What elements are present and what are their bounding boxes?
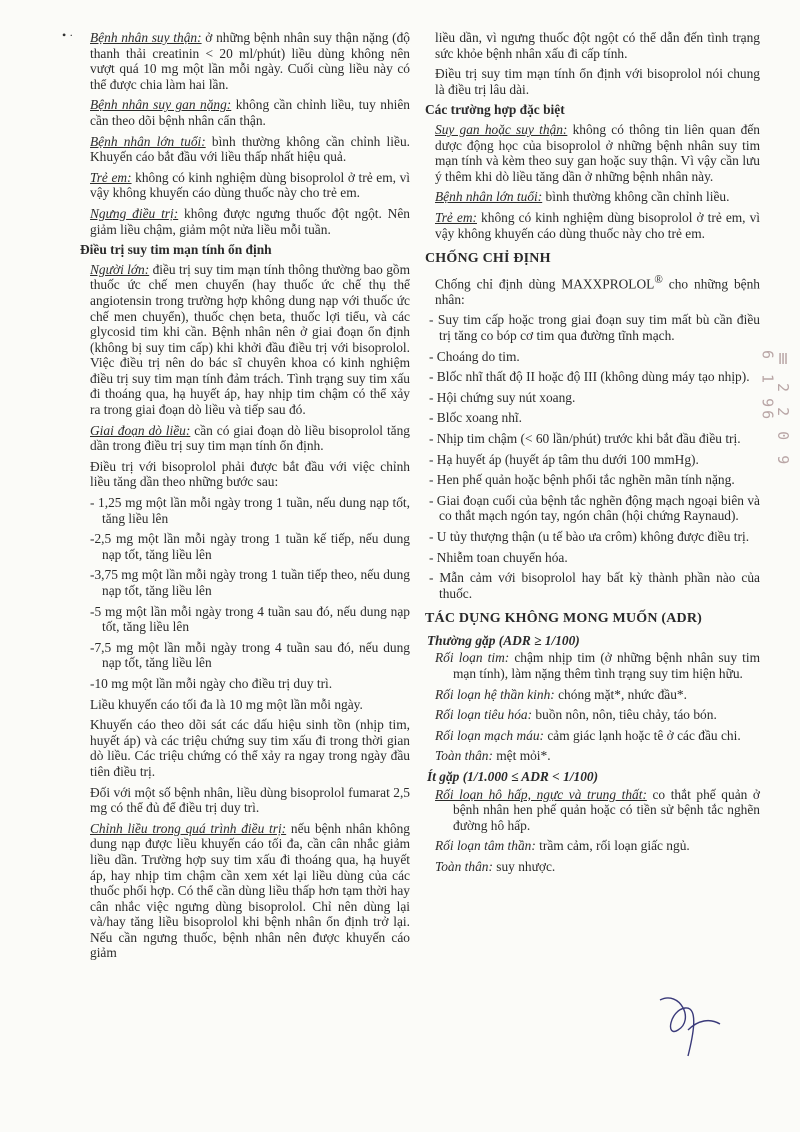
continuation-paragraph: liều dần, vì ngưng thuốc đột ngột có thể dẫn đến tình trạng sức khỏe bệnh nhân xấu đi cấp tính. bbox=[435, 30, 760, 61]
list-item: Rối loạn tim: chậm nhịp tim (ở những bệnh nhân suy tim mạn tính), làm nặng thêm tình trạng suy tim hiện hữu. bbox=[435, 650, 760, 682]
special-cases-heading: Các trường hợp đặc biệt bbox=[425, 102, 565, 118]
margin-stamp: Ⅲ 2 2 0 9 6 1 96 bbox=[758, 350, 792, 468]
long-term-paragraph: Điều trị suy tim mạn tính ổn định với bisoprolol nói chung là điều trị lâu dài. bbox=[435, 66, 760, 97]
max-dose-paragraph: Liều khuyến cáo tối đa là 10 mg một lần mỗi ngày. bbox=[90, 696, 363, 712]
handwritten-signature bbox=[640, 990, 730, 1060]
contraindications-intro: Chống chỉ định dùng MAXXPROLOL® cho những bệnh nhân: bbox=[435, 273, 760, 307]
list-item: - Mẫn cảm với bisoprolol hay bất kỳ thành phần nào của thuốc. bbox=[429, 570, 760, 601]
titration-steps bbox=[80, 495, 410, 692]
list-item: -10 mg một lần mỗi ngày cho điều trị duy trì. bbox=[90, 675, 333, 691]
list-item: -7,5 mg một lần mỗi ngày trong 4 tuần sau đó, nếu dung nạp tốt, tăng liều lên bbox=[90, 639, 410, 671]
special-children: Trẻ em: không có kinh nghiệm dùng bisoprolol ở trẻ em, vì vậy không khuyến cáo dùng thuốc này cho trẻ em. bbox=[435, 209, 760, 241]
renal-paragraph: Bệnh nhân suy thận: ở những bệnh nhân suy thận nặng (độ thanh thải creatinin < 20 ml/phút) liều dùng không nên vượt quá 10 mg một lần mỗi ngày. Cuối cùng liều này có thể được chia làm hai lần. bbox=[90, 30, 411, 92]
hepatic-paragraph: Bệnh nhân suy gan nặng: không cần chỉnh liều, tuy nhiên cần theo dõi bệnh nhân cẩn thận. bbox=[90, 97, 410, 128]
list-item: Toàn thân: mệt mỏi*. bbox=[435, 748, 551, 764]
heart-failure-heading: Điều trị suy tim mạn tính ổn định bbox=[80, 242, 272, 258]
left-column bbox=[80, 30, 410, 966]
list-item: - Blốc nhĩ thất độ II hoặc độ III (không dùng máy tạo nhịp). bbox=[429, 369, 750, 385]
contraindications-list bbox=[425, 312, 760, 601]
maintenance-paragraph: Đối với một số bệnh nhân, liều dùng bisoprolol fumarat 2,5 mg có thể đủ để điều trị duy trì. bbox=[90, 784, 410, 816]
adult-paragraph: Người lớn: điều trị suy tim mạn tính thông thường bao gồm thuốc ức chế men chuyển (hay thuốc ức chế thụ thể angiotensin trong trường hợp không dung nạp với thuốc ức chế men chuyển), thuốc chẹn beta, thuốc lợi tiểu, và các glycosid tim khi cần. Bệnh nhân nên ở giai đoạn ổn định (không bị suy tim cấp) khi khởi đầu điều trị với bisoprolol. Việc điều trị nên do bác sĩ chuyên khoa có kinh nghiệm điều trị suy tim mạn tính đảm trách. Tình trạng suy tim xấu đi thoáng qua, hạ huyết áp, hay nhịp tim chậm có thể xảy ra trong giai đoạn dò liều và tiếp sau đó. bbox=[90, 261, 411, 418]
list-item: Rối loạn hệ thần kinh: chóng mặt*, nhức đầu*. bbox=[435, 686, 687, 702]
corner-mark: • · bbox=[62, 28, 74, 42]
special-hepatic-renal: Suy gan hoặc suy thận: không có thông tin liên quan đến dược động học của bisoprolol ở những bệnh nhân suy tim mạn tính và kèm theo suy gan hoặc suy thận. Vì vậy cần lưu ý thêm khi dò liều tăng dần ở những bệnh nhân này. bbox=[435, 121, 760, 184]
special-elderly: Bệnh nhân lớn tuổi: bình thường không cần chỉnh liều. bbox=[435, 189, 730, 205]
uncommon-adr-heading: Ít gặp (1/1.000 ≤ ADR < 1/100) bbox=[427, 769, 599, 785]
right-column bbox=[425, 30, 760, 880]
list-item: - Hội chứng suy nút xoang. bbox=[429, 389, 576, 405]
list-item: Rối loạn hô hấp, ngực và trung thất: co thắt phế quản ở bệnh nhân hen phế quản hoặc có tiền sử bệnh tắc nghẽn đường hô hấp. bbox=[435, 786, 760, 833]
list-item: - 1,25 mg một lần mỗi ngày trong 1 tuần, nếu dung nạp tốt, tăng liều lên bbox=[90, 495, 410, 526]
list-item: Rối loạn tiêu hóa: buồn nôn, nôn, tiêu chảy, táo bón. bbox=[435, 707, 717, 723]
list-item: - Hạ huyết áp (huyết áp tâm thu dưới 100 mmHg). bbox=[429, 451, 699, 467]
stop-treatment-paragraph: Ngưng điều trị: không được ngưng thuốc đột ngột. Nên giảm liều chậm, giảm một nửa liều mỗi tuần. bbox=[90, 205, 410, 237]
titration-paragraph: Giai đoạn dò liều: cần có giai đoạn dò liều bisoprolol tăng dần trong điều trị suy tim mạn tính ổn định. bbox=[90, 422, 411, 454]
list-item: - Giai đoạn cuối của bệnh tắc nghẽn động mạch ngoại biên và co thắt mạch ngón tay, ngón chân (hội chứng Raynaud). bbox=[429, 492, 760, 524]
list-item: -2,5 mg một lần mỗi ngày trong 1 tuần kế tiếp, nếu dung nạp tốt, tăng liều lên bbox=[90, 531, 410, 562]
list-item: -3,75 mg một lần mỗi ngày trong 1 tuần tiếp theo, nếu dung nạp tốt, tăng liều lên bbox=[90, 567, 410, 598]
list-item: - Hen phế quản hoặc bệnh phổi tắc nghẽn mãn tính nặng. bbox=[429, 472, 735, 488]
common-adr-heading: Thường gặp (ADR ≥ 1/100) bbox=[427, 632, 580, 648]
adr-heading: TÁC DỤNG KHÔNG MONG MUỐN (ADR) bbox=[425, 611, 703, 627]
list-item: - Nhiễm toan chuyển hóa. bbox=[429, 549, 568, 565]
titration-intro: Điều trị với bisoprolol phải được bắt đầu với việc chỉnh liều tăng dần theo những bước sau: bbox=[90, 458, 410, 490]
list-item: - Choáng do tim. bbox=[429, 348, 520, 364]
list-item: Toàn thân: suy nhược. bbox=[435, 859, 556, 874]
contraindications-heading: CHỐNG CHỈ ĐỊNH bbox=[425, 251, 551, 267]
list-item: -5 mg một lần mỗi ngày trong 4 tuần sau đó, nếu dung nạp tốt, tăng liều lên bbox=[90, 603, 410, 635]
children-paragraph: Trẻ em: không có kinh nghiệm dùng bisoprolol ở trẻ em, vì vậy không khuyến cáo dùng thuốc này cho trẻ em. bbox=[90, 169, 410, 201]
list-item: Rối loạn mạch máu: cảm giác lạnh hoặc tê ở các đầu chi. bbox=[435, 727, 741, 743]
list-item: - U tủy thượng thận (u tế bào ưa crôm) không được điều trị. bbox=[429, 528, 750, 544]
list-item: - Blốc xoang nhĩ. bbox=[429, 410, 522, 426]
monitoring-paragraph: Khuyến cáo theo dõi sát các dấu hiệu sinh tồn (nhịp tim, huyết áp) và các triệu chứng suy tim xấu đi trong thời gian dò liều. Các triệu chứng có thể xảy ra ngay trong ngày đầu tiên điều trị. bbox=[90, 717, 410, 779]
list-item: Rối loạn tâm thần: trầm cảm, rối loạn giấc ngủ. bbox=[435, 838, 690, 854]
dose-adjust-paragraph: Chỉnh liều trong quá trình điều trị: nếu bệnh nhân không dung nạp được liều khuyến cáo tối đa, cần cân nhắc giảm liều dần. Trường hợp suy tim xấu đi thoáng qua, hạ huyết áp, hay nhịp tim chậm cần xem xét lại liều dùng của các thuốc phối hợp. Có thể cần dùng liều thấp hơn tạm thời hay cân nhắc việc ngưng dùng bisoprolol. Chỉ nên dùng lại và/hay tăng liều bisoprolol khi bệnh nhân ổn định trở lại. Nếu cần ngưng thuốc, bệnh nhân nên được khuyến cáo giảm bbox=[90, 820, 411, 961]
list-item: - Suy tim cấp hoặc trong giai đoạn suy tim mất bù cần điều trị tăng co bóp cơ tim qua đường tĩnh mạch. bbox=[429, 312, 760, 343]
list-item: - Nhịp tim chậm (< 60 lần/phút) trước khi bắt đầu điều trị. bbox=[429, 430, 741, 446]
elderly-paragraph: Bệnh nhân lớn tuổi: bình thường không cần chỉnh liều. Khuyến cáo bắt đầu với liều thấp nhất hiệu quả. bbox=[90, 133, 410, 165]
